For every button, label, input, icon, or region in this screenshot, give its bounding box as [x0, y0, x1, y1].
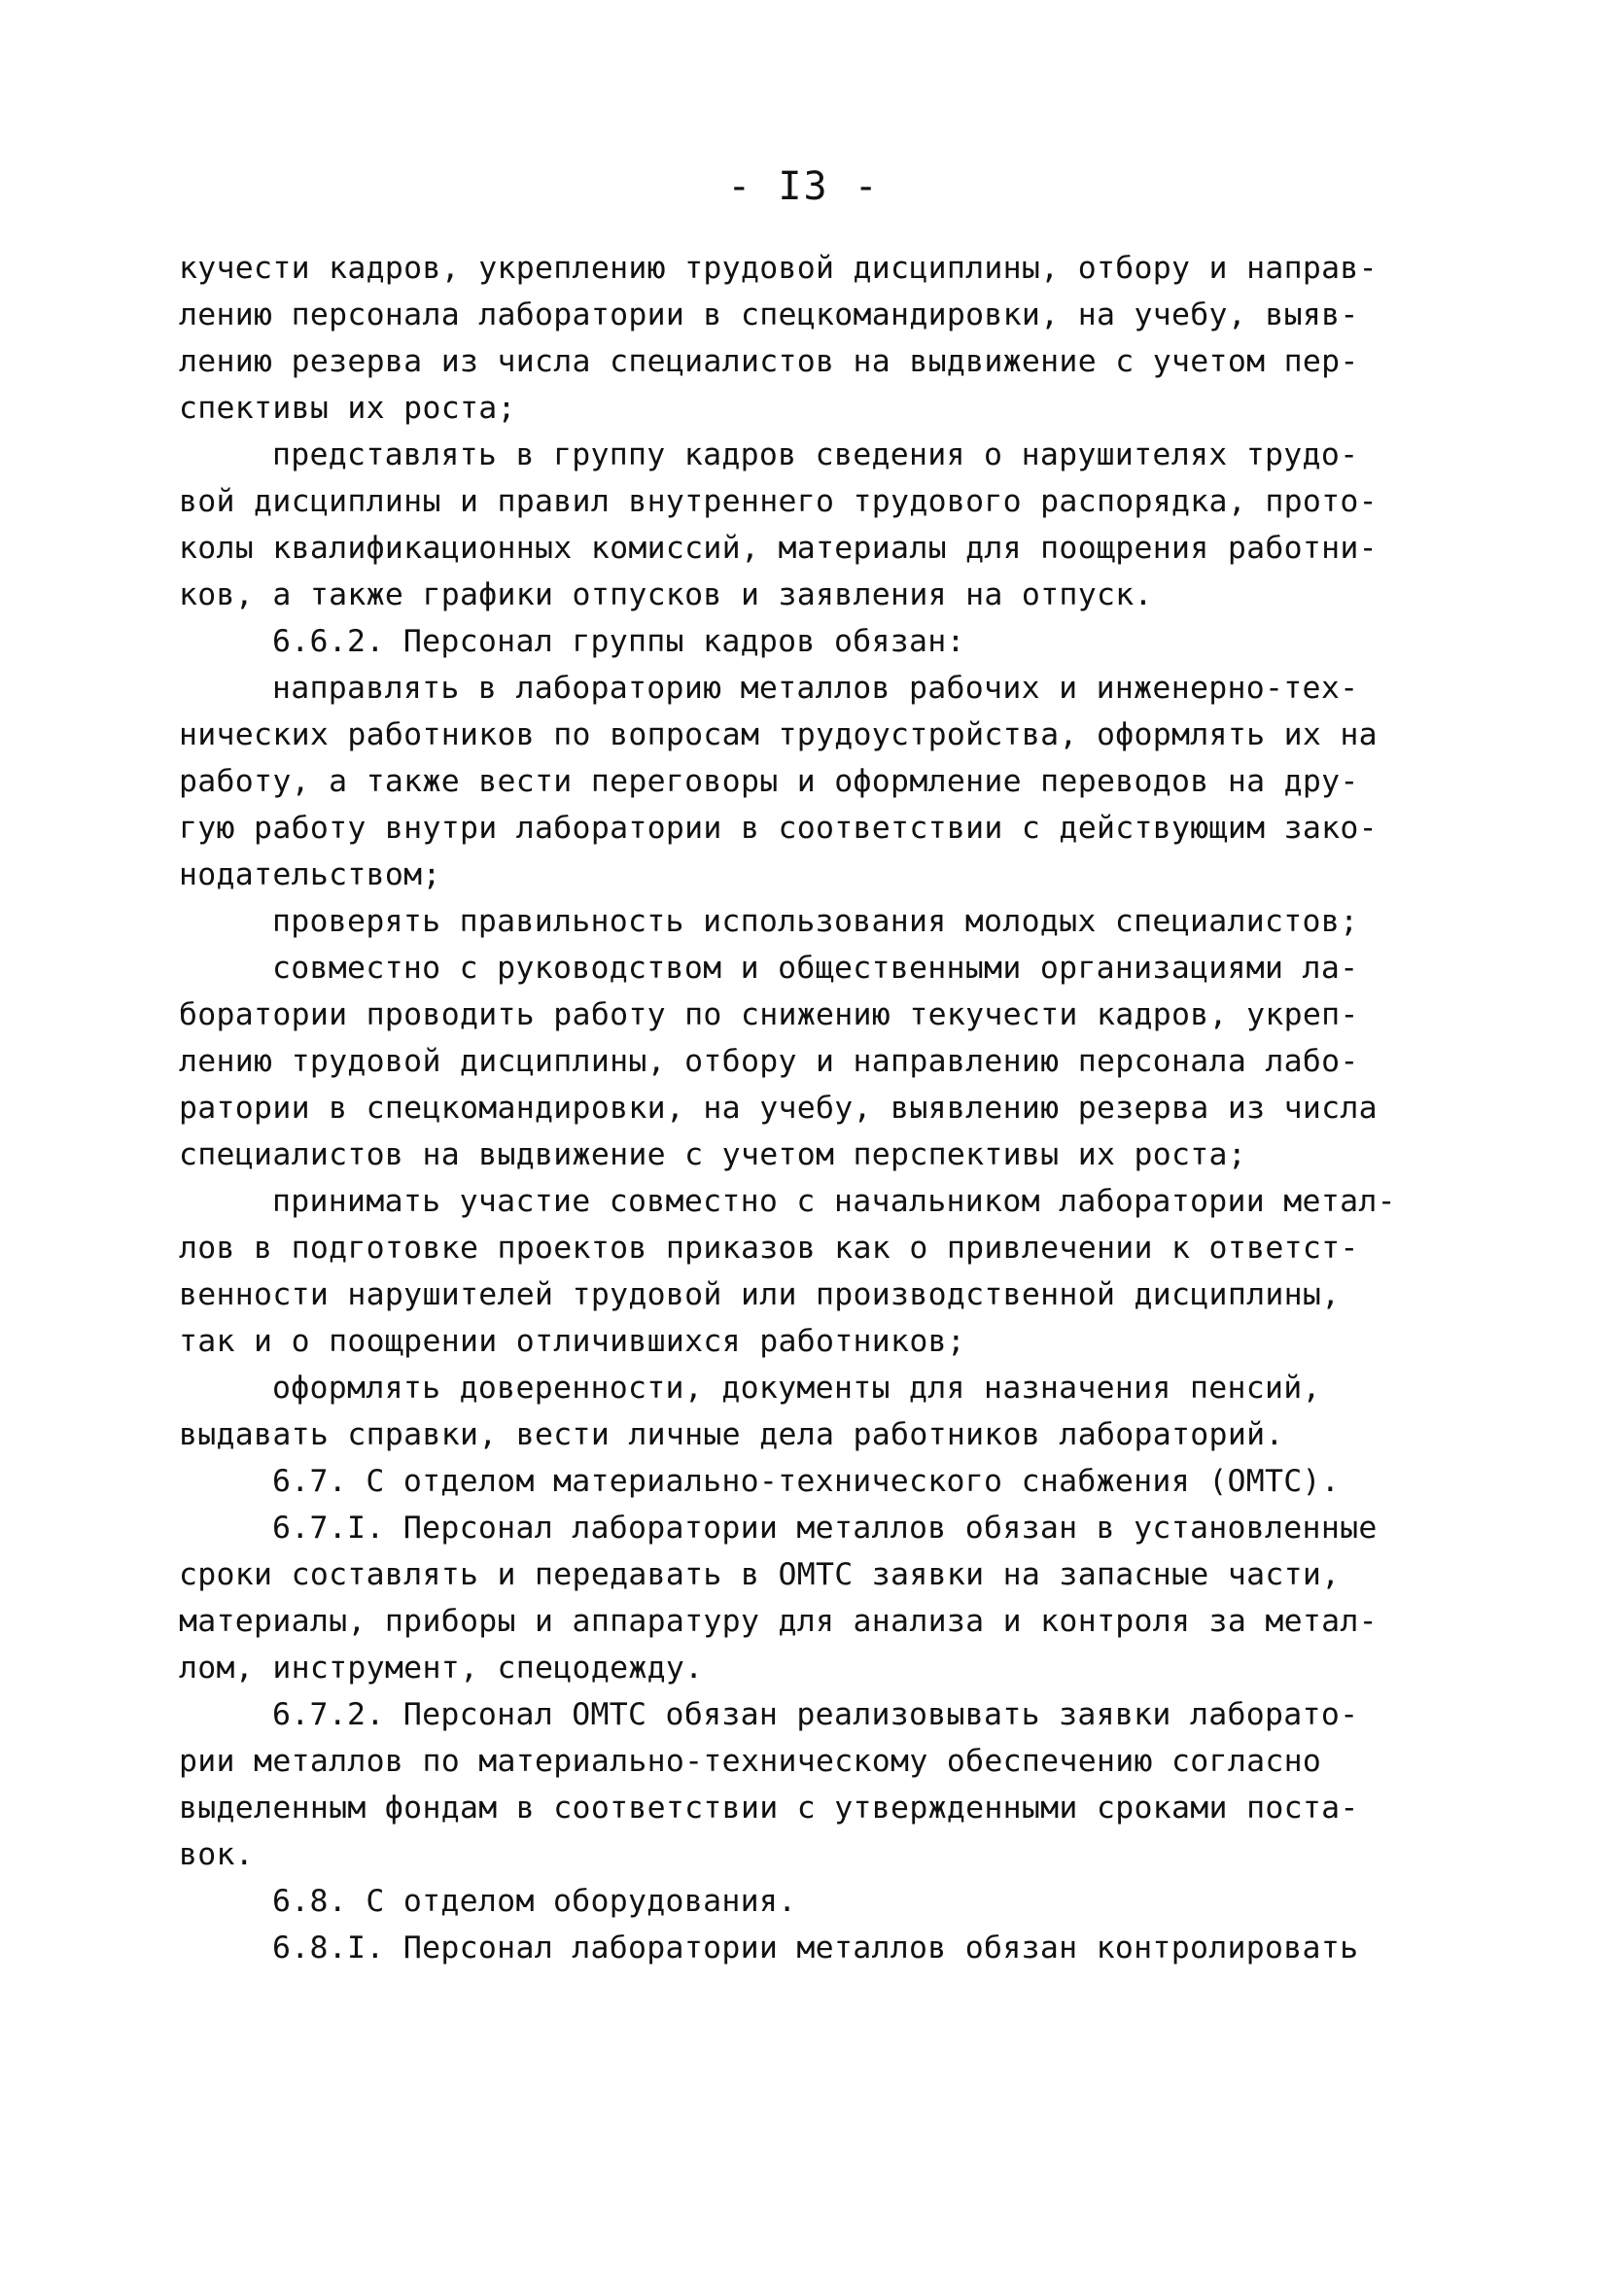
text-line: 6.7. С отделом материально-технического снабжения (ОМТС).	[272, 1464, 1341, 1499]
body-text	[179, 245, 1423, 1971]
text-line: ков, а также графики отпусков и заявления на отпуск.	[179, 577, 1153, 612]
text-line: спективы их роста;	[179, 391, 516, 426]
text-line: 6.8.I. Персонал лаборатории металлов обязан контролировать	[272, 1931, 1359, 1966]
text-line: вой дисциплины и правил внутреннего трудового распорядка, прото-	[179, 484, 1378, 519]
text-line: лом, инструмент, спецодежду.	[179, 1651, 704, 1686]
page-number: - I3 -	[727, 164, 880, 209]
text-line: вок.	[179, 1837, 255, 1872]
text-line: принимать участие совместно с начальником лаборатории метал-	[272, 1184, 1396, 1219]
text-line: 6.6.2. Персонал группы кадров обязан:	[272, 624, 965, 659]
text-line: проверять правильность использования молодых специалистов;	[272, 904, 1359, 939]
text-line: лов в подготовке проектов приказов как о привлечении к ответст-	[179, 1231, 1359, 1266]
text-line: так и о поощрении отличившихся работников;	[179, 1324, 966, 1359]
text-line: сроки составлять и передавать в ОМТС заявки на запасные части,	[179, 1557, 1341, 1592]
text-line: венности нарушителей трудовой или производственной дисциплины,	[179, 1277, 1341, 1312]
text-line: совместно с руководством и общественными организациями ла-	[272, 951, 1359, 986]
text-line: специалистов на выдвижение с учетом перспективы их роста;	[179, 1137, 1247, 1172]
text-line: гую работу внутри лаборатории в соответствии с действующим зако-	[179, 811, 1378, 846]
text-line: представлять в группу кадров сведения о нарушителях трудо-	[272, 437, 1359, 472]
text-line: лению трудовой дисциплины, отбору и направлению персонала лабо-	[179, 1044, 1359, 1079]
text-line: боратории проводить работу по снижению текучести кадров, укреп-	[179, 997, 1359, 1032]
text-line: рии металлов по материально-техническому обеспечению согласно	[179, 1744, 1322, 1779]
text-line: материалы, приборы и аппаратуру для анализа и контроля за метал-	[179, 1604, 1378, 1639]
text-line: направлять в лабораторию металлов рабочих и инженерно-тех-	[272, 671, 1359, 706]
text-line: 6.7.2. Персонал ОМТС обязан реализовывать заявки лаборато-	[272, 1697, 1359, 1732]
text-line: 6.7.I. Персонал лаборатории металлов обязан в установленные	[272, 1511, 1378, 1546]
text-line: 6.8. С отделом оборудования.	[272, 1884, 797, 1919]
text-line: работу, а также вести переговоры и оформление переводов на дру-	[179, 764, 1359, 799]
text-line: выделенным фондам в соответствии с утвержденными сроками поста-	[179, 1791, 1359, 1826]
text-line: лению персонала лаборатории в спецкомандировки, на учебу, выяв-	[179, 297, 1359, 332]
text-line: нических работников по вопросам трудоустройства, оформлять их на	[179, 717, 1378, 752]
text-line: выдавать справки, вести личные дела работников лабораторий.	[179, 1417, 1284, 1452]
text-line: нодательством;	[179, 857, 441, 892]
text-line: колы квалификационных комиссий, материалы для поощрения работни-	[179, 531, 1378, 566]
text-line: оформлять доверенности, документы для назначения пенсий,	[272, 1371, 1321, 1406]
text-line: ратории в спецкомандировки, на учебу, выявлению резерва из числа	[179, 1091, 1378, 1126]
text-line: кучести кадров, укреплению трудовой дисциплины, отбору и направ-	[179, 251, 1378, 286]
text-line: лению резерва из числа специалистов на выдвижение с учетом пер-	[179, 344, 1359, 379]
